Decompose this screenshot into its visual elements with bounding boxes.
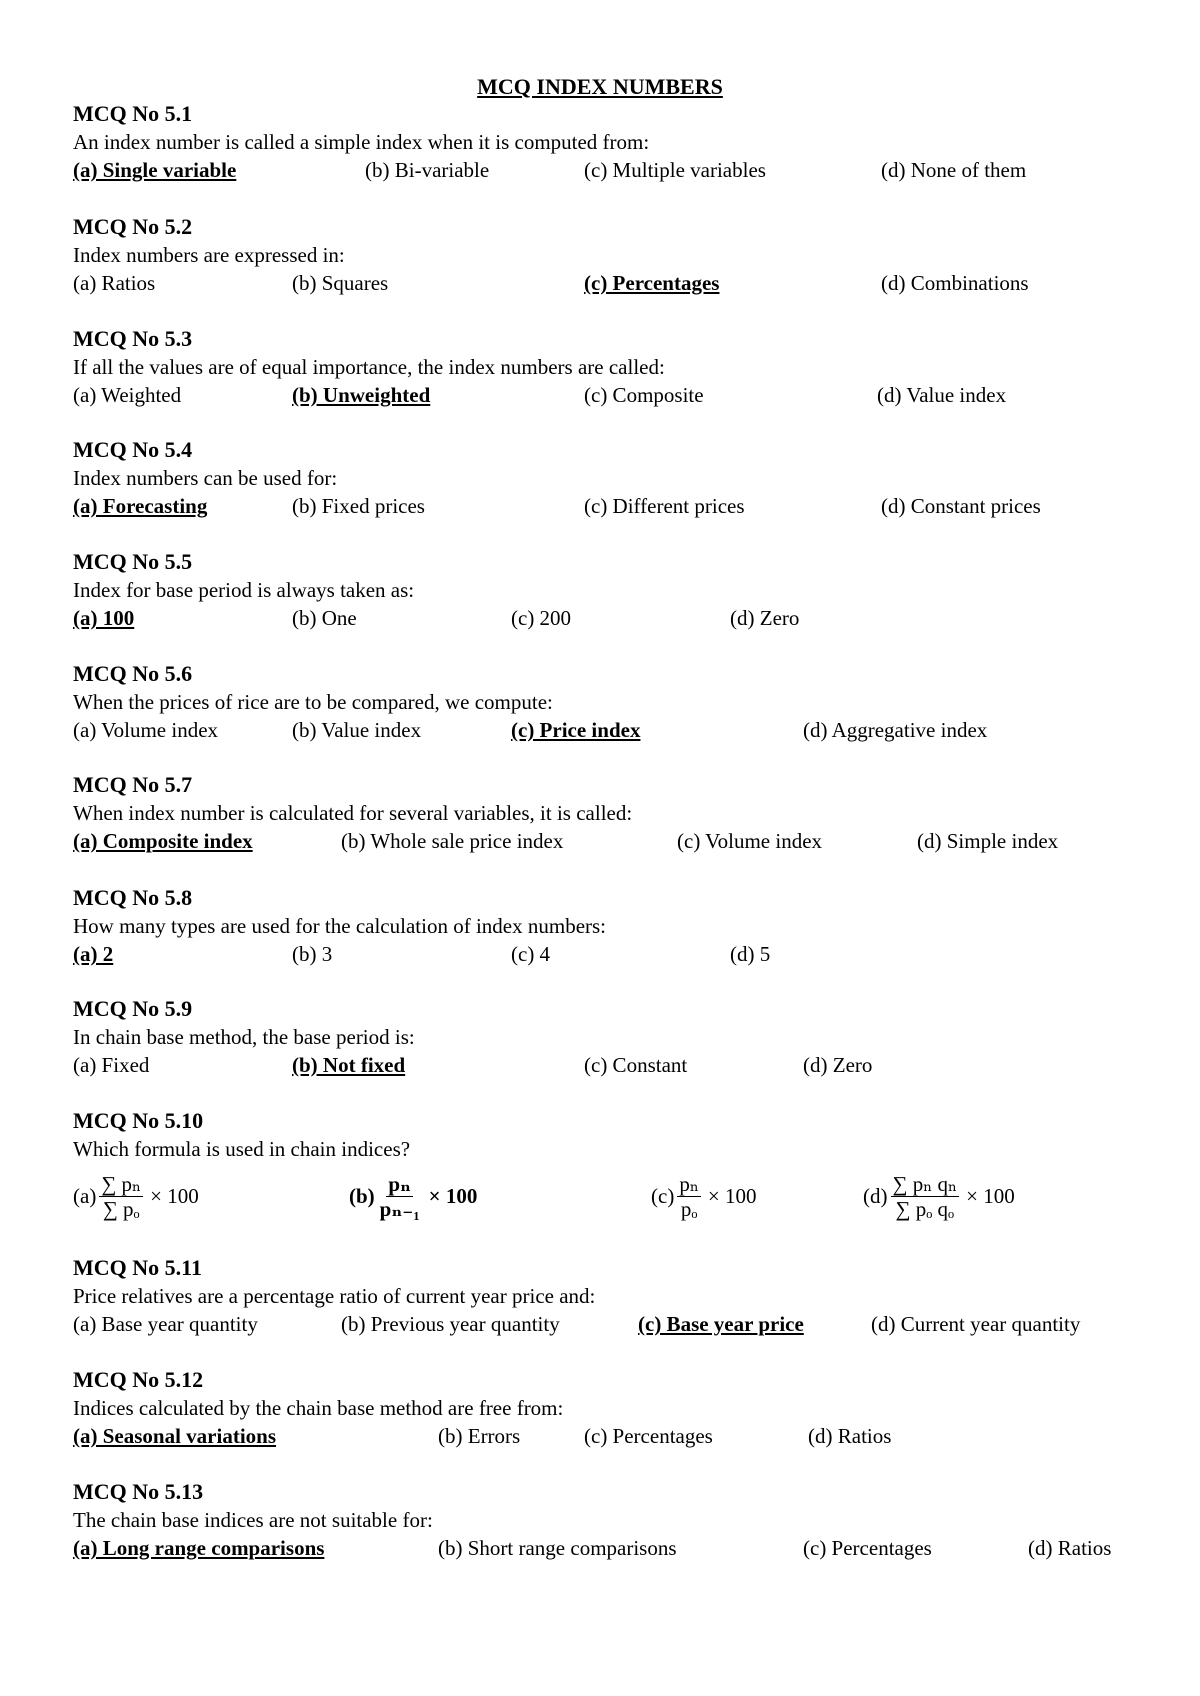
question-5-11 [73,1255,1173,1339]
option-b-correct: (b) Not fixed [292,1053,406,1077]
question-5-3 [73,326,1173,410]
denominator: pₒ [680,1196,698,1221]
question-number: MCQ No 5.3 [73,326,193,351]
formula-option-a [73,1164,199,1228]
option-c-correct: (c) Price index [511,718,641,742]
question-text: Which formula is used in chain indices? [73,1137,411,1161]
question-text: An index number is called a simple index when it is computed from: [73,130,650,154]
fraction [378,1172,422,1221]
option-a-correct: (a) Seasonal variations [73,1424,277,1448]
question-5-2 [73,214,1173,298]
option-c: (c) 4 [511,942,551,966]
option-d: (d) Combinations [881,271,1029,295]
option-d: (d) Value index [877,383,1007,407]
multiplier: × 100 [428,1183,478,1208]
options-row [73,1423,1173,1451]
option-a: (a) Ratios [73,271,156,295]
option-d: (d) Aggregative index [803,718,988,742]
question-5-4 [73,437,1173,521]
multiplier: × 100 [150,1183,199,1208]
options-row [73,1052,1173,1080]
question-number: MCQ No 5.8 [73,885,193,910]
question-text: How many types are used for the calculation of index numbers: [73,914,607,938]
question-number: MCQ No 5.11 [73,1255,202,1280]
option-d: (d) Zero [803,1053,873,1077]
option-b: (b) Short range comparisons [438,1536,677,1560]
option-c: (c) Percentages [584,1424,713,1448]
option-label: (a) [73,1183,97,1208]
fraction [891,1172,960,1221]
option-c: (c) Multiple variables [584,158,766,182]
question-5-13 [73,1479,1173,1563]
option-b-correct: (b) Unweighted [292,383,431,407]
option-a: (a) Base year quantity [73,1312,258,1336]
denominator: pₙ₋₁ [379,1196,420,1221]
option-label: (d) [863,1183,888,1208]
question-text: When the prices of rice are to be compared, we compute: [73,690,553,714]
option-a: (a) Fixed [73,1053,150,1077]
fraction [677,1172,701,1221]
option-d: (d) 5 [730,942,771,966]
option-b: (b) 3 [292,942,333,966]
option-a-correct: (a) Composite index [73,829,253,853]
option-c-correct: (c) Percentages [584,271,720,295]
options-row [73,270,1173,298]
option-d: (d) Zero [730,606,800,630]
options-row [73,605,1173,633]
question-number: MCQ No 5.12 [73,1367,204,1392]
option-a: (a) Volume index [73,718,219,742]
question-text: The chain base indices are not suitable for: [73,1508,433,1532]
question-text: When index number is calculated for several variables, it is called: [73,801,633,825]
option-b: (b) Whole sale price index [341,829,564,853]
option-b: (b) Value index [292,718,422,742]
numerator: ∑ pₙ [101,1171,142,1196]
options-row [73,493,1173,521]
numerator: ∑ pₙ qₙ [892,1171,958,1196]
question-5-9 [73,996,1173,1080]
option-d: (d) Ratios [1028,1536,1112,1560]
option-b: (b) Previous year quantity [341,1312,560,1336]
option-c: (c) Composite [584,383,704,407]
question-5-12 [73,1367,1173,1451]
options-row [73,828,1173,856]
options-row [73,382,1173,410]
denominator: ∑ pₒ [102,1196,140,1221]
question-number: MCQ No 5.6 [73,661,193,686]
denominator: ∑ pₒ qₒ [895,1196,955,1221]
option-a-correct: (a) Single variable [73,158,237,182]
option-d: (d) Current year quantity [871,1312,1081,1336]
options-row [73,1535,1173,1563]
option-a-correct: (a) Long range comparisons [73,1536,325,1560]
option-b: (b) Bi-variable [365,158,490,182]
option-d: (d) Constant prices [881,494,1041,518]
option-c-correct: (c) Base year price [638,1312,804,1336]
option-b: (b) Fixed prices [292,494,425,518]
option-c: (c) Different prices [584,494,745,518]
question-number: MCQ No 5.1 [73,101,193,126]
options-row [73,157,1173,185]
option-d: (d) Simple index [917,829,1059,853]
question-text: In chain base method, the base period is: [73,1025,415,1049]
options-row [73,717,1173,745]
option-b: (b) One [292,606,357,630]
option-b: (b) Errors [438,1424,521,1448]
option-d: (d) Ratios [808,1424,892,1448]
question-5-6 [73,661,1173,745]
option-label: (c) [651,1183,675,1208]
option-label: (b) [349,1183,375,1208]
options-row [73,941,1173,969]
question-number: MCQ No 5.10 [73,1108,204,1133]
fraction [99,1172,143,1221]
question-text: Index numbers are expressed in: [73,243,345,267]
option-a: (a) Weighted [73,383,182,407]
question-5-5 [73,549,1173,633]
formula-options-row [73,1164,1173,1228]
question-5-8 [73,885,1173,969]
option-a-correct: (a) Forecasting [73,494,208,518]
multiplier: × 100 [707,1183,757,1208]
option-c: (c) 200 [511,606,572,630]
option-c: (c) Volume index [677,829,823,853]
question-5-7 [73,772,1173,856]
question-5-10 [73,1108,1173,1228]
option-d: (d) None of them [881,158,1027,182]
question-number: MCQ No 5.13 [73,1479,204,1504]
option-c: (c) Percentages [803,1536,932,1560]
option-b: (b) Squares [292,271,389,295]
option-c: (c) Constant [584,1053,688,1077]
question-text: Index for base period is always taken as: [73,578,415,602]
multiplier: × 100 [966,1183,1015,1208]
question-text: Price relatives are a percentage ratio of current year price and: [73,1284,596,1308]
question-number: MCQ No 5.9 [73,996,193,1021]
question-number: MCQ No 5.7 [73,772,193,797]
formula-option-d [863,1164,1015,1228]
question-number: MCQ No 5.5 [73,549,193,574]
numerator: pₙ [679,1171,699,1196]
question-text: Index numbers can be used for: [73,466,338,490]
numerator: pₙ [388,1171,411,1196]
question-text: Indices calculated by the chain base method are free from: [73,1396,564,1420]
option-a-correct: (a) 100 [73,606,135,630]
options-row [73,1311,1173,1339]
formula-option-c [651,1164,757,1228]
question-number: MCQ No 5.2 [73,214,193,239]
page-title: MCQ INDEX NUMBERS [477,74,723,99]
question-number: MCQ No 5.4 [73,437,193,462]
question-5-1 [73,101,1173,185]
option-a-correct: (a) 2 [73,942,114,966]
formula-option-b-correct [349,1164,477,1228]
question-text: If all the values are of equal importance, the index numbers are called: [73,355,665,379]
